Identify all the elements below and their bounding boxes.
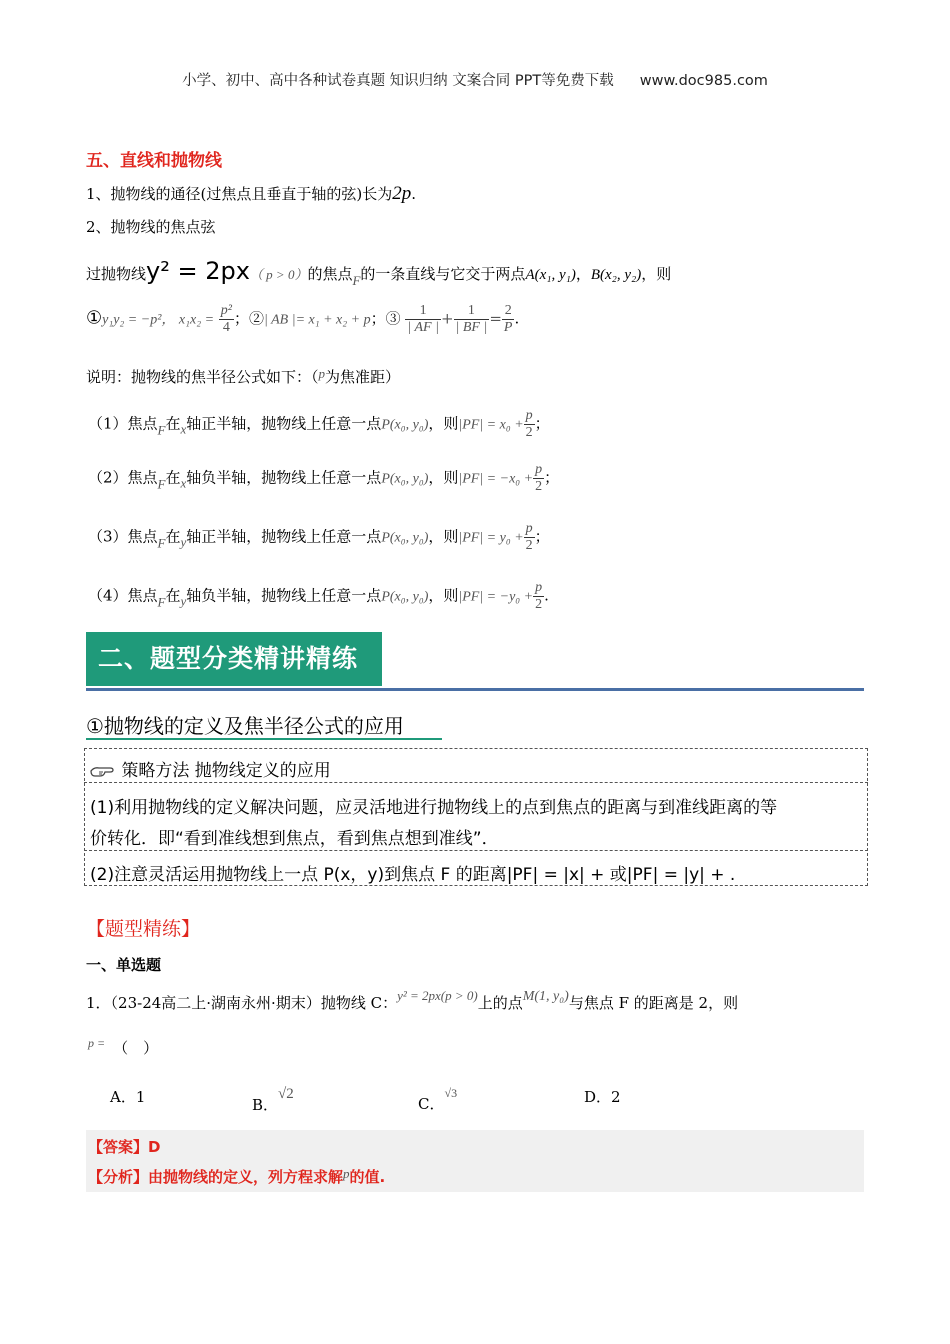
strategy-header xyxy=(90,756,331,781)
case-end: ； xyxy=(534,414,550,433)
line3-a: 过抛物线 xyxy=(86,265,147,283)
pointing-hand-icon xyxy=(90,762,116,778)
case-end: ； xyxy=(544,468,560,487)
case-fraction: $\frac{p}{2}$ xyxy=(535,580,543,612)
case-formula: |PF| = −y₀ + xyxy=(458,589,534,605)
f1-fraction: $\frac{\text{p²}}{4}$ xyxy=(220,303,232,335)
p-condition: （ p > 0） xyxy=(249,267,308,282)
subsection-title: ①抛物线的定义及焦半径公式的应用 xyxy=(86,714,404,738)
option-c-value: √3 xyxy=(444,1086,458,1100)
focal-radius-note xyxy=(86,366,400,387)
f3-frac-1: $\frac{1}{| AF |}$ xyxy=(407,303,439,335)
line3-b: 的焦点 xyxy=(307,265,353,283)
case-then: ，则 xyxy=(428,414,459,433)
case-then: ，则 xyxy=(428,527,459,546)
case-point: P(x₀, y₀) xyxy=(381,417,429,433)
case-on: 在 xyxy=(165,527,181,546)
case-fraction: $\frac{p}{2}$ xyxy=(535,462,543,494)
f3-frac-3: $\frac{2}{P}$ xyxy=(503,303,513,335)
f3-frac-2: $\frac{1}{| BF |}$ xyxy=(455,303,488,335)
strategy-line-1: (1)利用抛物线的定义解决问题，应灵活地进行抛物线上的点到焦点的距离与到准线距离的等 xyxy=(90,798,778,818)
line3-c: 的一条直线与它交于两点 xyxy=(360,265,526,283)
case-then: ，则 xyxy=(428,468,459,487)
option-b-value: √2 xyxy=(278,1086,294,1102)
item-1-value: 2p xyxy=(392,183,412,204)
strategy-divider-2 xyxy=(84,850,868,851)
option-c[interactable]: C．$^{√3}$ xyxy=(418,1086,458,1113)
case-formula: |PF| = x₀ + xyxy=(458,417,524,433)
formula-line xyxy=(86,303,519,336)
case-label: （4）焦点 xyxy=(88,586,158,605)
case-label: （2）焦点 xyxy=(88,468,158,487)
case-point: P(x₀, y₀) xyxy=(381,471,429,487)
q1-text-a: 1．（23-24高二上·湖南永州·期末）抛物线 C： xyxy=(86,994,398,1012)
option-a[interactable]: A．1 xyxy=(110,1088,146,1106)
practice-title: 【题型精练】 xyxy=(86,918,201,940)
case-point: P(x₀, y₀) xyxy=(381,530,429,546)
case-formula: |PF| = −x₀ + xyxy=(458,471,534,487)
case-axis: y xyxy=(180,593,187,609)
q1-p: p = xyxy=(88,1036,106,1050)
option-b[interactable]: B．√2 xyxy=(252,1086,294,1114)
case-formula: |PF| = y₀ + xyxy=(458,530,524,546)
f1-label: ① xyxy=(86,307,103,329)
f3-label: ；③ xyxy=(370,309,401,328)
focal-radius-case xyxy=(88,580,549,613)
focal-chord-line xyxy=(86,257,671,289)
focal-radius-case xyxy=(88,408,550,441)
case-desc: 轴负半轴，抛物线上任意一点 xyxy=(186,586,382,605)
question-1-line-2 xyxy=(88,1036,158,1058)
case-on: 在 xyxy=(165,414,181,433)
item-1-end: . xyxy=(411,185,417,203)
case-on: 在 xyxy=(165,586,181,605)
f1-formula: y₁y₂ = −p² xyxy=(102,312,162,328)
case-label: （3）焦点 xyxy=(88,527,158,546)
case-end: . xyxy=(544,586,549,605)
banner-rule xyxy=(86,688,864,691)
strategy-line-2: 价转化．即“看到准线想到焦点，看到焦点想到准线”． xyxy=(90,829,499,849)
header-url[interactable]: www.doc985.com xyxy=(639,73,768,89)
case-then: ，则 xyxy=(428,586,459,605)
focal-radius-case xyxy=(88,521,550,554)
q1-point-M: M(1, y₀) xyxy=(522,989,569,1004)
case-desc: 轴正半轴，抛物线上任意一点 xyxy=(186,414,382,433)
q1-text-b: 上的点 xyxy=(477,994,523,1012)
case-fraction: $\frac{p}{2}$ xyxy=(525,521,533,553)
case-axis: y xyxy=(180,534,187,550)
case-label: （1）焦点 xyxy=(88,414,158,433)
question-1 xyxy=(86,988,738,1013)
f1-b: ， x₁x₂ = xyxy=(161,312,215,328)
item-2: 2、抛物线的焦点弦 xyxy=(86,218,216,236)
case-F: F xyxy=(157,535,166,551)
q1-text-c: 与焦点 F 的距离是 2，则 xyxy=(568,994,739,1012)
focus-F: F xyxy=(352,273,361,288)
case-desc: 轴正半轴，抛物线上任意一点 xyxy=(186,527,382,546)
note-text: 说明：抛物线的焦半径公式如下：（ xyxy=(86,368,319,386)
q1-equation: y² = 2px(p > 0) xyxy=(397,988,478,1003)
q1-blank: （ ） xyxy=(113,1039,159,1057)
case-desc: 轴负半轴，抛物线上任意一点 xyxy=(186,468,382,487)
f2-formula: | AB |= x₁ + x₂ + p xyxy=(264,312,371,328)
item-1-text: 1、抛物线的通径(过焦点且垂直于轴的弦)长为 xyxy=(86,185,393,203)
option-d[interactable]: D．2 xyxy=(584,1088,621,1106)
f2-label: ；② xyxy=(234,309,265,328)
page-header xyxy=(0,69,950,90)
case-F: F xyxy=(157,422,166,438)
line3-sep: ， xyxy=(575,265,591,283)
answer-analysis: 【分析】由抛物线的定义，列方程求解p的值. xyxy=(88,1166,386,1186)
f3-eq: = xyxy=(489,309,502,328)
analysis-p: p xyxy=(343,1166,350,1181)
section-title: 五、直线和抛物线 xyxy=(86,151,222,171)
case-F: F xyxy=(157,594,166,610)
f3-end: . xyxy=(514,309,520,328)
answer-label: 【答案】D xyxy=(88,1138,161,1156)
question-type: 一、单选题 xyxy=(86,956,162,974)
case-end: ； xyxy=(534,527,550,546)
note-end: 为焦准距） xyxy=(325,368,401,386)
strategy-line-3: (2)注意灵活运用抛物线上一点 P(x，y)到焦点 F 的距离|PF| = |x| + 或|PF| = |y| + . xyxy=(90,865,736,885)
point-B: B(x₂, y₂) xyxy=(590,267,642,283)
parabola-equation: y² = 2px xyxy=(146,257,250,285)
focal-radius-case xyxy=(88,462,559,495)
header-text: 小学、初中、高中各种试卷真题 知识归纳 文案合同 PPT等免费下载 xyxy=(182,73,614,89)
strategy-divider-1 xyxy=(84,782,868,783)
section-banner: 二、题型分类精讲精练 xyxy=(86,632,382,686)
case-axis: x xyxy=(180,475,187,491)
note-p: p xyxy=(318,366,326,381)
item-1 xyxy=(86,183,416,205)
f3-plus: + xyxy=(440,309,454,328)
case-fraction: $\frac{p}{2}$ xyxy=(525,408,533,440)
case-on: 在 xyxy=(165,468,181,487)
subsection-underline xyxy=(86,738,442,740)
case-axis: x xyxy=(180,421,187,437)
strategy-title: 策略方法 抛物线定义的应用 xyxy=(121,761,331,781)
point-A: A(x₁, y₁) xyxy=(525,267,576,283)
case-F: F xyxy=(157,476,166,492)
case-point: P(x₀, y₀) xyxy=(381,589,429,605)
line3-d: ，则 xyxy=(641,265,672,283)
